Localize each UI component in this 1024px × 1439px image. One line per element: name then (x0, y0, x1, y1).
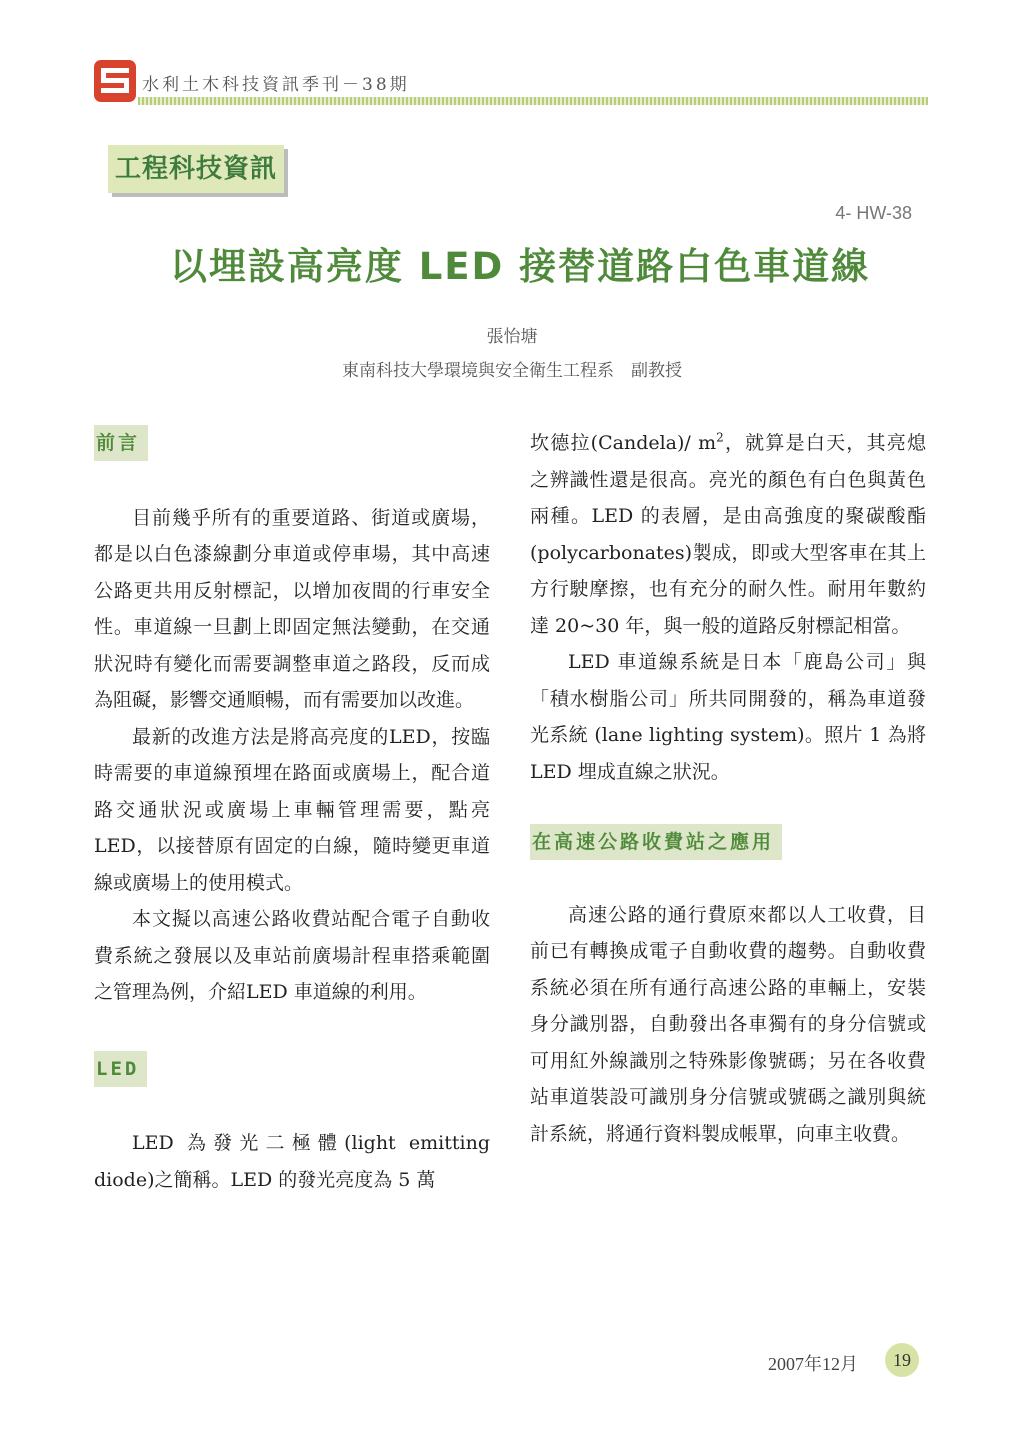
journal-logo-icon (94, 60, 136, 102)
doc-code: 4- HW-38 (835, 203, 912, 223)
heading-introduction: 前言 (94, 425, 148, 461)
superscript-2: 2 (716, 430, 724, 445)
heading-toll-station: 在高速公路收費站之應用 (530, 824, 782, 860)
intro-paragraph-1: 目前幾乎所有的重要道路、街道或廣場，都是以白色漆線劃分車道或停車場，其中高速公路更共用反射標記，以增加夜間的行車安全性。車道線一旦劃上即固定無法變動，在交通狀況時有變化而需要調整車道之路段，反而成為阻礙，影響交通順暢，而有需要加以改進。 (94, 506, 490, 711)
header-rule (138, 97, 928, 105)
journal-title: 水利土木科技資訊季刊－38期 (142, 75, 410, 95)
led-paragraph-1-continued (530, 425, 926, 644)
section-label: 工程科技資訊 (108, 145, 284, 193)
article-title: 以埋設高亮度 LED 接替道路白色車道線 (169, 245, 871, 288)
heading-led: LED (94, 1051, 147, 1087)
author-name: 張怡塘 (486, 327, 538, 347)
left-column (94, 425, 490, 1198)
author-affiliation: 東南科技大學環境與安全衛生工程系 副教授 (342, 361, 682, 381)
led-paragraph-1: LED 為發光二極體(light emitting diode)之簡稱。LED 的發光亮度為 5 萬 (94, 1132, 490, 1191)
led-paragraph-1-cont-a: 坎德拉(Candela)/ m (530, 432, 717, 454)
right-column (530, 425, 926, 1152)
intro-paragraph-2: 最新的改進方法是將高亮度的LED，按臨時需要的車道線預埋在路面或廣場上，配合道路交通狀況或廣場上車輛管理需要，點亮LED，以接替原有固定的白線，隨時變更車道線或廣場上的使用模式。 (94, 725, 490, 894)
led-paragraph-1-cont-b: ，就算是白天，其亮熄之辨識性還是很高。亮光的顏色有白色與黃色兩種。LED 的表層，是由高強度的聚碳酸酯(polycarbonates)製成，即或大型客車在其上方行駛摩擦，也有充分的耐久性。耐用年數約達 20~30 年，與一般的道路反射標記相當。 (530, 432, 926, 637)
issue-date: 2007年12月 (768, 1354, 858, 1374)
toll-paragraph-1: 高速公路的通行費原來都以人工收費，目前已有轉換成電子自動收費的趨勢。自動收費系統必須在所有通行高速公路的車輛上，安裝身分識別器，自動發出各車獨有的身分信號或可用紅外線識別之特殊影像號碼；另在各收費站車道裝設可識別身分信號或號碼之識別與統計系統，將通行資料製成帳單，向車主收費。 (530, 903, 926, 1145)
intro-paragraph-3: 本文擬以高速公路收費站配合電子自動收費系統之發展以及車站前廣場計程車搭乘範圍之管理為例，介紹LED 車道線的利用。 (94, 908, 490, 1003)
page-number: 19 (885, 1343, 919, 1377)
led-paragraph-2: LED 車道線系統是日本「鹿島公司」與「積水樹脂公司」所共同開發的，稱為車道發光系統 (lane lighting system)。照片 1 為將 LED 埋成直線之狀況。 (530, 651, 926, 783)
